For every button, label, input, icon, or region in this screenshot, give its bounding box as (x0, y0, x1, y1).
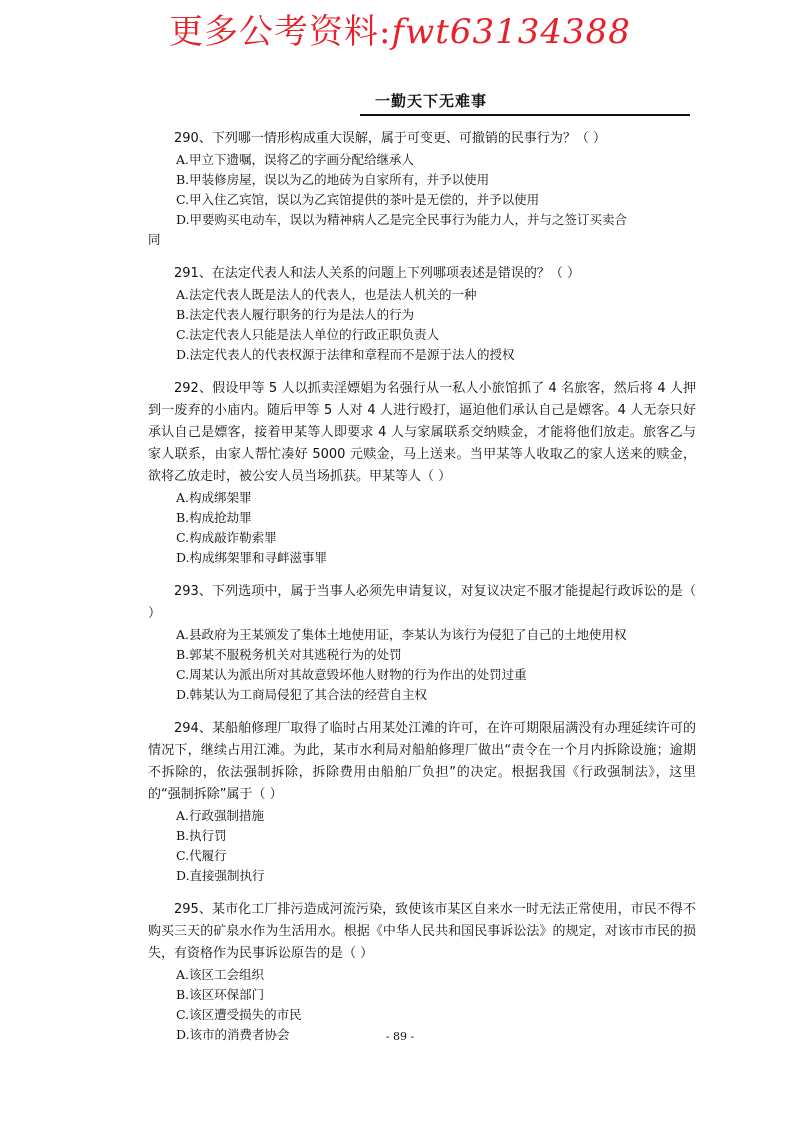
option-a: A.行政强制措施 (176, 808, 265, 823)
option-b: B.该区环保部门 (176, 987, 265, 1002)
question-295 (148, 899, 696, 1045)
question-stem: 295、某市化工厂排污造成河流污染，致使该市某区自来水一时无法正常使用，市民不得不购买三天的矿泉水作为生活用水。根据《中华人民共和国民事诉讼法》的规定，对该市市民的损失，有资格作为民事诉讼原告的是（ ） (148, 902, 696, 961)
page-number: - 89 - (385, 1030, 415, 1043)
question-292 (148, 378, 696, 568)
option-a: A.法定代表人既是法人的代表人，也是法人机关的一种 (176, 287, 477, 302)
question-291 (148, 263, 696, 365)
question-stem: 291、在法定代表人和法人关系的问题上下列哪项表述是错误的？（ ） (174, 266, 580, 281)
header-rule (360, 114, 690, 116)
option-d: D.该市的消费者协会 (176, 1027, 290, 1042)
option-c: C.代履行 (176, 848, 227, 863)
question-293 (148, 581, 696, 705)
option-c: C.构成敲诈勒索罪 (176, 530, 277, 545)
option-d: D.直接强制执行 (176, 868, 265, 883)
option-b: B.构成抢劫罪 (176, 510, 252, 525)
option-b: B.执行罚 (176, 828, 227, 843)
watermark-contact-text: fwt63134388 (391, 12, 631, 52)
option-b: B.郭某不服税务机关对其逃税行为的处罚 (176, 647, 402, 662)
option-b: B.法定代表人履行职务的行为是法人的行为 (176, 307, 415, 322)
header-motto: 一勤天下无难事 (375, 92, 488, 110)
question-list (148, 128, 696, 1058)
option-a: A.构成绑架罪 (176, 490, 252, 505)
page-header (360, 90, 690, 116)
question-stem: 293、下列选项中，属于当事人必须先申请复议，对复议决定不服才能提起行政诉讼的是（ ） (148, 584, 696, 621)
option-c: C.周某认为派出所对其故意毁坏他人财物的行为作出的处罚过重 (176, 667, 527, 682)
option-d: D.韩某认为工商局侵犯了其合法的经营自主权 (176, 687, 428, 702)
option-a: A.县政府为王某颁发了集体土地使用证，李某认为该行为侵犯了自己的土地使用权 (176, 627, 627, 642)
option-a: A.甲立下遗嘱，误将乙的字画分配给继承人 (176, 152, 415, 167)
option-c: C.甲入住乙宾馆，误以为乙宾馆提供的茶叶是无偿的，并予以使用 (176, 192, 540, 207)
option-a: A.该区工会组织 (176, 967, 265, 982)
option-d: D.法定代表人的代表权源于法律和章程而不是源于法人的授权 (176, 347, 515, 362)
option-d: D.甲要购买电动车，误以为精神病人乙是完全民事行为能力人，并与之签订买卖合 (176, 212, 628, 227)
question-stem: 292、假设甲等 5 人以抓卖淫嫖娼为名强行从一私人小旅馆抓了 4 名旅客，然后将 4 人押到一废弃的小庙内。随后甲等 5 人对 4 人进行殴打，逼迫他们承认自己是嫖客。4 人无奈只好承认自己是嫖客，接着甲某等人即要求 4 人与家属联系交纳赎金，才能将他们放走。旅客乙与家人联系，由家人帮忙凑好 5000 元赎金，马上送来。当甲某等人收取乙的家人送来的赎金，欲将乙放走时，被公安人员当场抓获。甲某等人（ ） (148, 381, 696, 484)
option-d-continuation: 同 (148, 232, 161, 247)
question-stem: 294、某船舶修理厂取得了临时占用某处江滩的许可，在许可期限届满没有办理延续许可的情况下，继续占用江滩。为此，某市水利局对船舶修理厂做出“责令在一个月内拆除设施；逾期不拆除的，依法强制拆除，拆除费用由船舶厂负担”的决定。根据我国《行政强制法》，这里的“强制拆除”属于（ ） (148, 721, 696, 802)
question-stem: 290、下列哪一情形构成重大误解，属于可变更、可撤销的民事行为？（ ） (174, 131, 606, 146)
watermark-cn-text: 更多公考资料: (169, 12, 392, 52)
question-294 (148, 718, 696, 886)
option-c: C.该区遭受损失的市民 (176, 1007, 302, 1022)
watermark-banner (0, 4, 800, 53)
question-290 (148, 128, 696, 250)
option-d: D.构成绑架罪和寻衅滋事罪 (176, 550, 328, 565)
option-b: B.甲装修房屋，误以为乙的地砖为自家所有，并予以使用 (176, 172, 490, 187)
option-c: C.法定代表人只能是法人单位的行政正职负责人 (176, 327, 440, 342)
